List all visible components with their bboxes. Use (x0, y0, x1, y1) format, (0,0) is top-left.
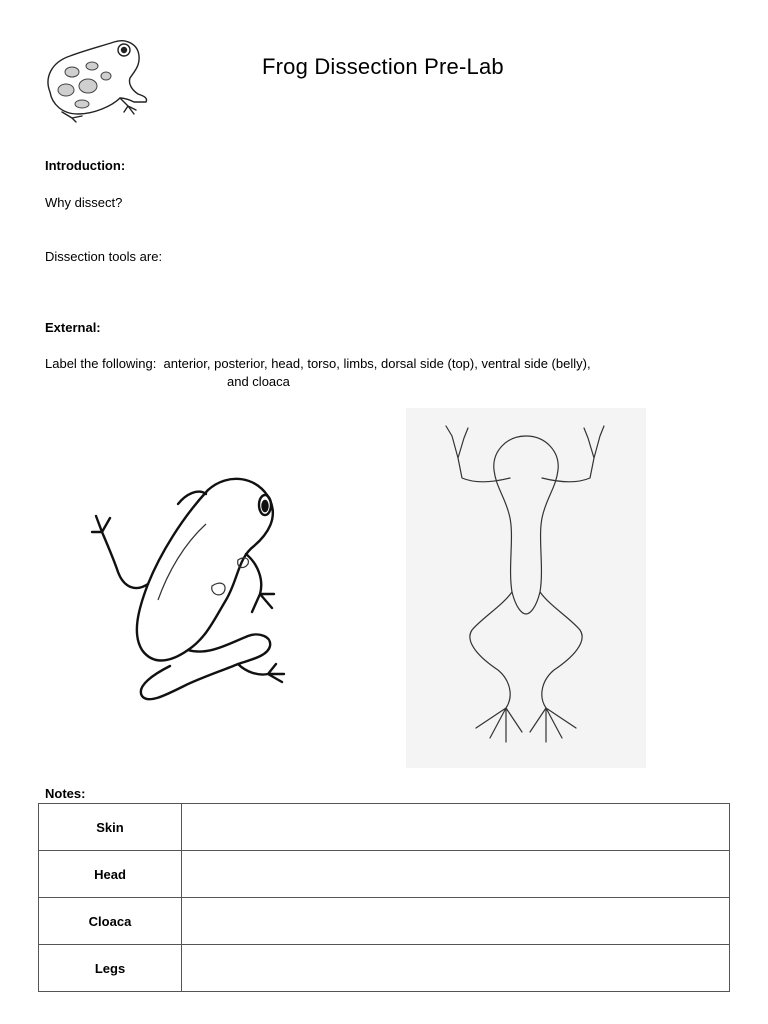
dissection-tools-prompt: Dissection tools are: (45, 249, 163, 264)
table-row (39, 898, 730, 945)
label-instruction-line-2: and cloaca (227, 374, 290, 389)
introduction-heading: Introduction: (45, 158, 126, 173)
table-row (39, 804, 730, 851)
why-dissect-question: Why dissect? (45, 195, 123, 210)
frog-logo-image (42, 32, 152, 122)
notes-heading: Notes: (45, 786, 86, 801)
external-heading: External: (45, 320, 101, 335)
notes-entry-cell[interactable] (182, 804, 730, 851)
row-label: Cloaca (39, 898, 182, 945)
page-title: Frog Dissection Pre-Lab (262, 54, 504, 79)
label-instruction-line-1: Label the following: anterior, posterior, head, torso, limbs, dorsal side (top), ventral side (belly), (45, 356, 591, 371)
table-row (39, 945, 730, 992)
frog-side-view-image (88, 460, 338, 760)
notes-entry-cell[interactable] (182, 898, 730, 945)
row-label: Legs (39, 945, 182, 992)
row-label: Skin (39, 804, 182, 851)
notes-entry-cell[interactable] (182, 945, 730, 992)
notes-table (38, 803, 730, 992)
notes-entry-cell[interactable] (182, 851, 730, 898)
row-label: Head (39, 851, 182, 898)
table-row (39, 851, 730, 898)
frog-ventral-view-image (406, 408, 646, 768)
